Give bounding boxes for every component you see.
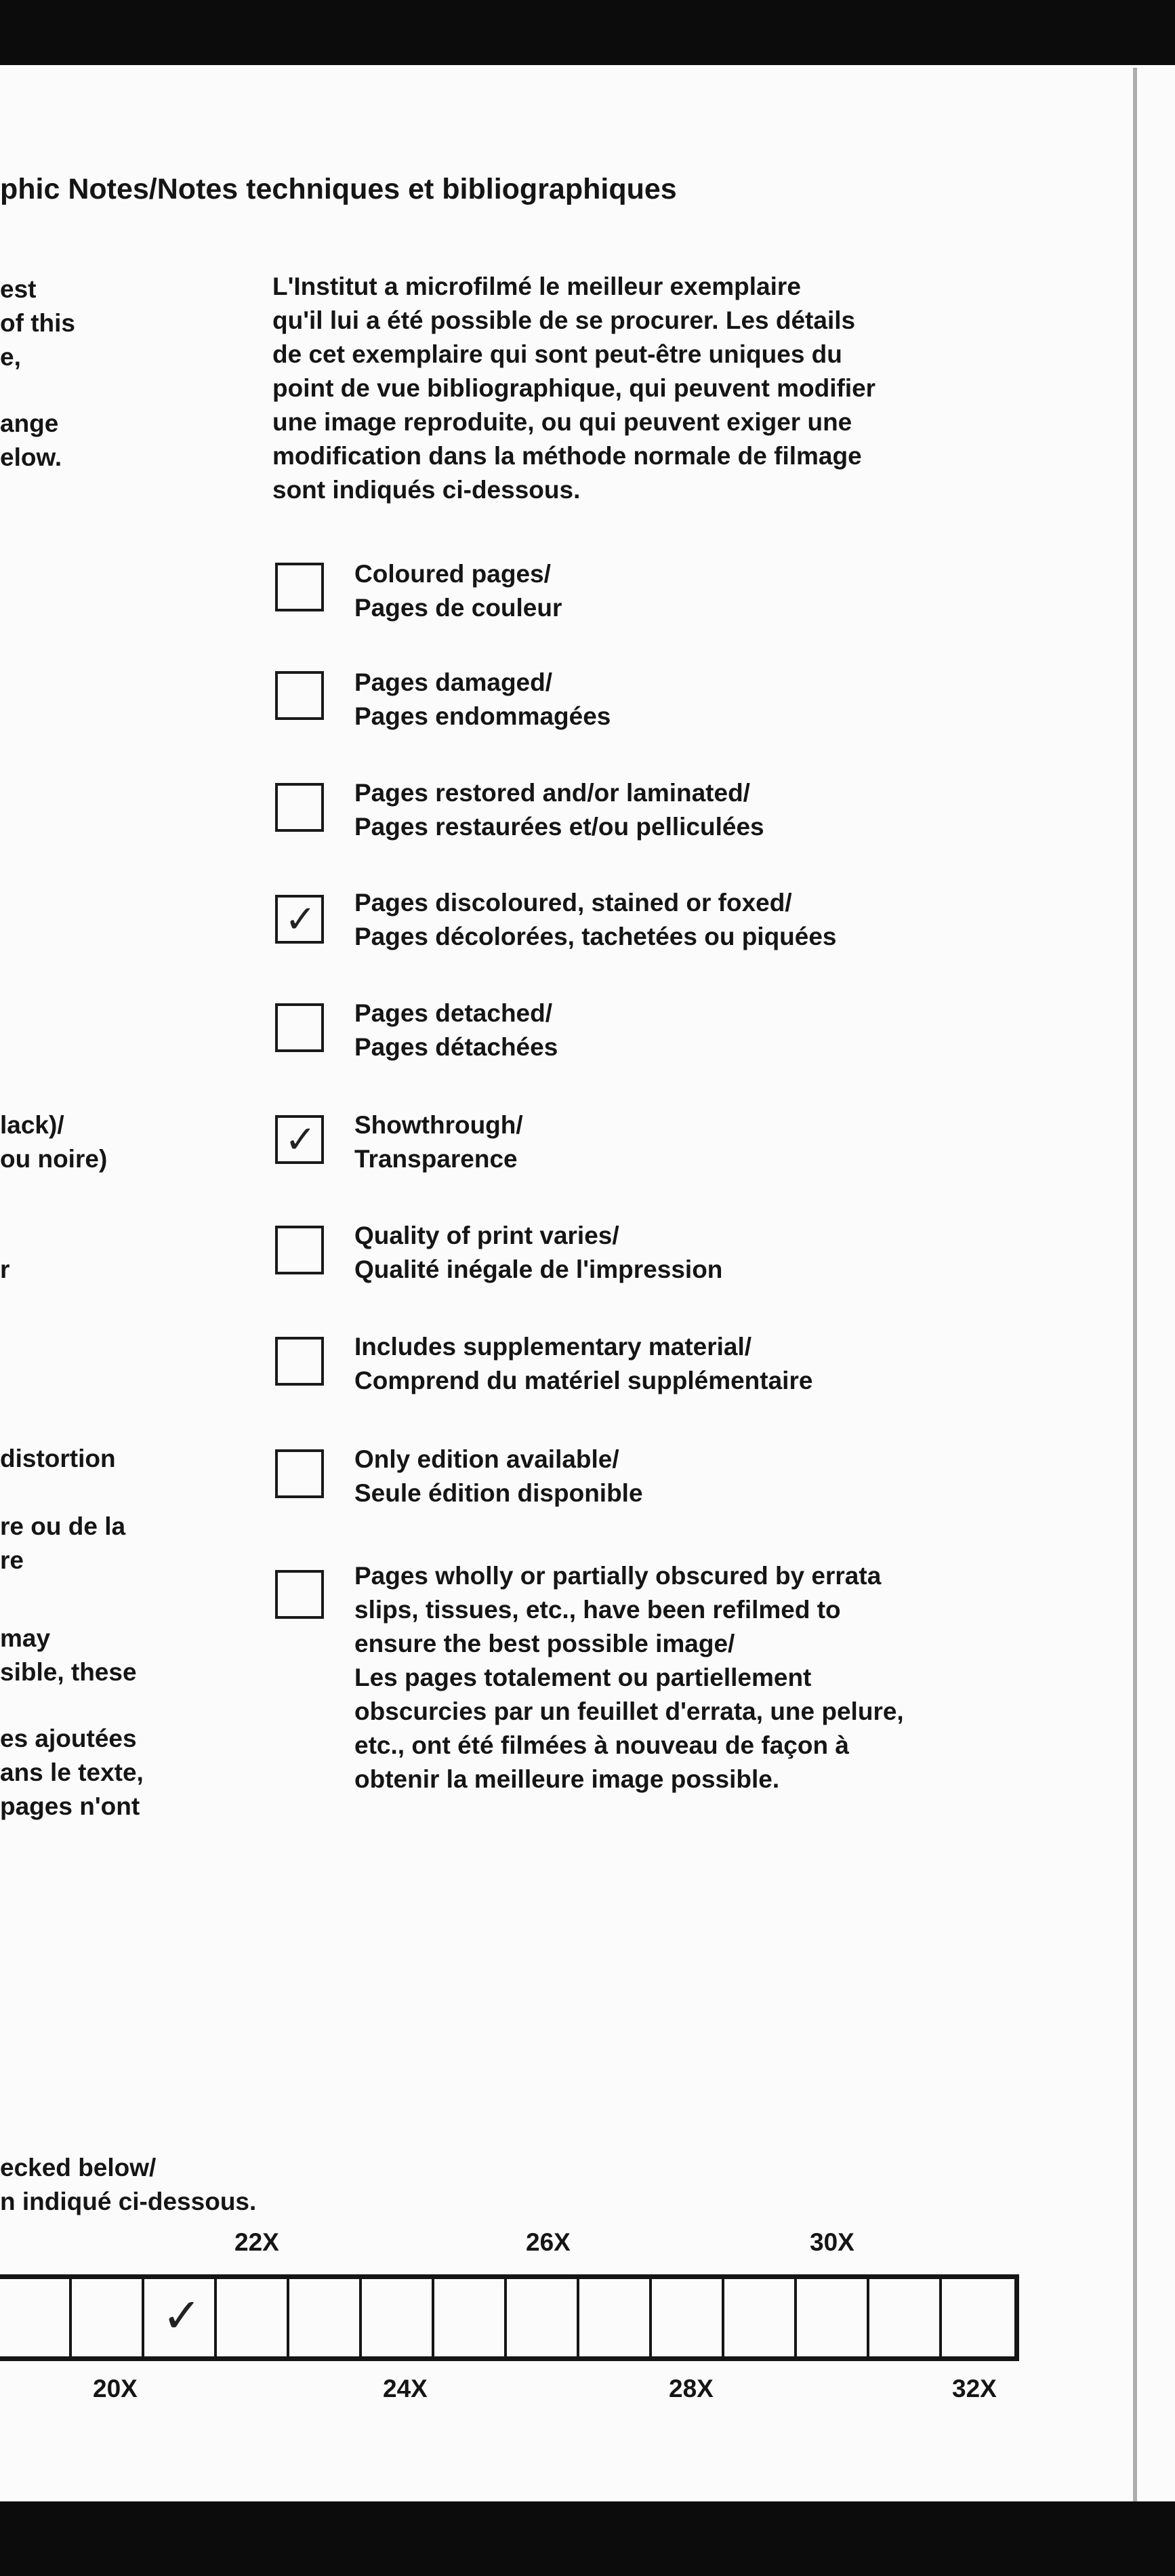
option-showthrough: Showthrough/ Transparence [354, 1111, 523, 1173]
checkbox-pages-restored [275, 783, 324, 832]
reduction-label-22x: 22X [234, 2228, 279, 2256]
left-fragment: of this [0, 309, 75, 337]
checkmark-icon: ✓ [285, 898, 316, 942]
top-black-band [0, 0, 1175, 65]
grid-cell [507, 2279, 579, 2356]
checkbox-pages-damaged [275, 671, 324, 720]
left-fragment: distortion [0, 1445, 116, 1472]
option-pages-damaged: Pages damaged/ Pages endommagées [354, 668, 611, 730]
left-fragment: may [0, 1624, 51, 1652]
grid-cell [434, 2279, 507, 2356]
reduction-label-32x: 32X [952, 2375, 997, 2402]
option-pages-restored: Pages restored and/or laminated/ Pages restaurées et/ou pelliculées [354, 779, 764, 841]
reduction-label-20x: 20X [93, 2375, 138, 2402]
checkbox-pages-obscured [275, 1570, 324, 1619]
option-supplementary: Includes supplementary material/ Comprend du matériel supplémentaire [354, 1333, 813, 1394]
reduction-label-24x: 24X [383, 2375, 428, 2402]
intro-paragraph: L'Institut a microfilmé le meilleur exemplaire qu'il lui a été possible de se procurer. Les détails de cet exemplaire qui sont peut-être uniques du point de vue bibliographique, qui peuvent modifier une image reproduite, ou qui peuvent exiger une modification dans la méthode normale de filmage sont indiqués ci-dessous. [272, 273, 876, 504]
reduction-ratio-grid [0, 2274, 1019, 2361]
grid-cell [579, 2279, 652, 2356]
checkbox-print-quality [275, 1226, 324, 1274]
checkbox-only-edition [275, 1449, 324, 1498]
left-fragment: re [0, 1546, 24, 1574]
checkbox-showthrough [275, 1115, 324, 1164]
grid-cell [0, 2279, 72, 2356]
left-fragment: ou noire) [0, 1145, 108, 1173]
checkmark-icon: ✓ [162, 2288, 202, 2343]
page-heading: phic Notes/Notes techniques et bibliographiques [0, 173, 677, 205]
left-fragment: r [0, 1255, 10, 1283]
grid-cell [289, 2279, 362, 2356]
checkbox-pages-detached [275, 1003, 324, 1052]
left-fragment: n indiqué ci-dessous. [0, 2188, 257, 2215]
checkbox-supplementary [275, 1337, 324, 1386]
grid-cell [362, 2279, 434, 2356]
page-edge-line [1133, 68, 1137, 2501]
left-fragment: es ajoutées [0, 1725, 137, 1752]
grid-cell [942, 2279, 1014, 2356]
checkbox-coloured-pages [275, 563, 324, 611]
reduction-label-30x: 30X [810, 2228, 854, 2256]
left-fragment: ecked below/ [0, 2154, 157, 2181]
checkbox-pages-discoloured [275, 895, 324, 944]
reduction-label-28x: 28X [669, 2375, 714, 2402]
left-fragment: re ou de la [0, 1512, 126, 1540]
grid-cell [724, 2279, 797, 2356]
left-fragment: lack)/ [0, 1111, 64, 1139]
option-print-quality: Quality of print varies/ Qualité inégale de l'impression [354, 1222, 723, 1283]
option-pages-discoloured: Pages discoloured, stained or foxed/ Pages décolorées, tachetées ou piquées [354, 889, 837, 950]
left-fragment: sible, these [0, 1658, 137, 1686]
left-fragment: elow. [0, 443, 62, 471]
grid-cell [72, 2279, 144, 2356]
grid-cell-20x [144, 2279, 217, 2356]
left-fragment: est [0, 275, 37, 303]
left-fragment: ans le texte, [0, 1758, 144, 1786]
option-pages-obscured: Pages wholly or partially obscured by errata slips, tissues, etc., have been refilmed to ensure the best possible image/ Les pages totalement ou partiellement obscurcies par un feuillet d'errata, une pelure, etc., ont été filmées à nouveau de façon à obtenir la meilleure image possible. [354, 1562, 904, 1793]
bottom-black-band [0, 2501, 1175, 2576]
reduction-label-26x: 26X [526, 2228, 571, 2256]
left-fragment: pages n'ont [0, 1792, 140, 1820]
grid-cell [217, 2279, 289, 2356]
grid-cell [652, 2279, 724, 2356]
checkmark-icon: ✓ [285, 1118, 316, 1162]
grid-cell [869, 2279, 942, 2356]
option-pages-detached: Pages detached/ Pages détachées [354, 999, 558, 1061]
option-only-edition: Only edition available/ Seule édition disponible [354, 1445, 643, 1507]
left-fragment: ange [0, 409, 59, 437]
left-fragment: e, [0, 343, 21, 371]
option-coloured-pages: Coloured pages/ Pages de couleur [354, 560, 562, 622]
grid-cell [797, 2279, 869, 2356]
